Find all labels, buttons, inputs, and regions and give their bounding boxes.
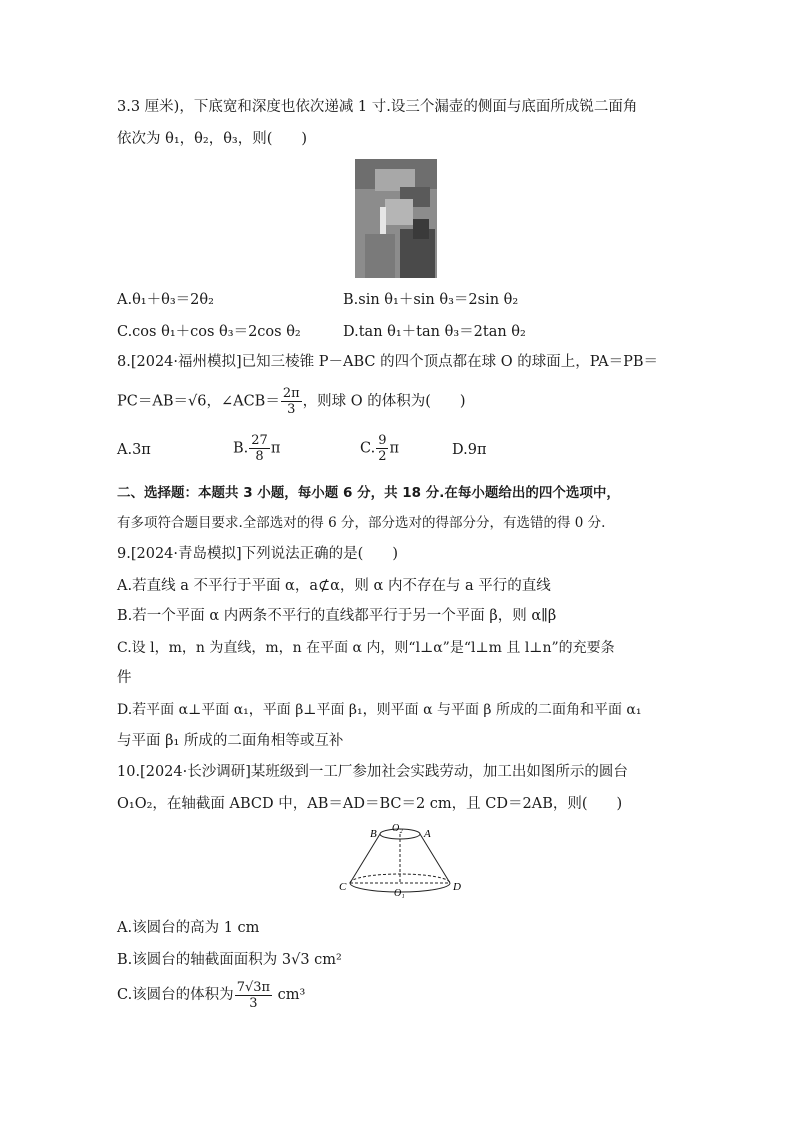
fraction-numerator: 2π: [282, 386, 300, 401]
fraction-numerator: 7√3π: [236, 979, 271, 995]
q10-option-a: A.该圆台的高为 1 cm: [117, 920, 260, 936]
q9-option-a: A.若直线 a 不平行于平面 α，a⊄α，则 α 内不存在与 a 平行的直线: [117, 578, 551, 594]
q8-stem-line1: [117, 352, 658, 372]
option-c-fraction: [376, 433, 388, 464]
q9-option-b: B.若一个平面 α 内两条不平行的直线都平行于另一个平面 β，则 α∥β: [117, 608, 557, 624]
q8-stem-text: 已知三棱锥 P－ABC 的四个顶点都在球 O 的球面上，PA＝PB＝: [241, 354, 659, 370]
q9-option-c-line1: C.设 l，m，n 为直线，m，n 在平面 α 内，则“l⊥α”是“l⊥m 且 l⊥n”的充要条: [117, 640, 615, 656]
fraction-denominator: 8: [255, 449, 264, 464]
fraction-numerator: 27: [251, 433, 268, 448]
q7-stem-line1: 3.3 厘米)，下底宽和深度也依次递减 1 寸.设三个漏壶的侧面与底面所成锐二面角: [117, 99, 638, 115]
option-c-text: C.该圆台的体积为: [117, 987, 234, 1003]
section2-instructions-line2: 有多项符合题目要求.全部选对的得 6 分，部分选对的得部分分，有选错的得 0 分.: [117, 515, 606, 531]
q7-option-b: B.sin θ₁＋sin θ₃＝2sin θ₂: [343, 292, 519, 308]
option-b-label: B.: [233, 440, 249, 457]
fraction-denominator: 3: [287, 402, 296, 417]
q8-option-b: [233, 433, 280, 464]
center-label-o1: O₁: [394, 888, 405, 899]
vertex-label-b: B: [370, 828, 377, 840]
section2-instructions-line1: 二、选择题：本题共 3 小题，每小题 6 分，共 18 分.在每小题给出的四个选项中，: [117, 485, 620, 501]
q8-condition: PC＝AB＝√6，∠ACB＝: [117, 393, 280, 410]
vertex-label-a: A: [424, 828, 431, 840]
option-c-unit: cm³: [273, 987, 306, 1003]
q8-option-d: D.9π: [452, 442, 487, 458]
frustum-figure: [330, 820, 470, 900]
q9-option-d-line1: D.若平面 α⊥平面 α₁，平面 β⊥平面 β₁，则平面 α 与平面 β 所成的二面角和平面 α₁: [117, 702, 642, 718]
q10-stem-line2: O₁O₂，在轴截面 ABCD 中，AB＝AD＝BC＝2 cm，且 CD＝2AB，则( ): [117, 796, 623, 812]
option-b-fraction: [249, 433, 270, 464]
q9-stem: 9.[2024·青岛模拟]下列说法正确的是( ): [117, 546, 398, 562]
option-c-pi: π: [389, 440, 399, 457]
vertex-label-c: C: [339, 881, 347, 893]
option-b-pi: π: [270, 440, 281, 457]
center-label-o2: O₂: [392, 823, 403, 834]
angle-fraction: [281, 386, 302, 417]
volume-fraction: [235, 980, 272, 1011]
fraction-denominator: 3: [249, 995, 258, 1011]
q8-option-c: [360, 433, 399, 464]
q10-stem-line1: 10.[2024·长沙调研]某班级到一工厂参加社会实践劳动，加工出如图所示的圆台: [117, 764, 628, 780]
vertex-label-d: D: [453, 881, 461, 893]
q7-option-c: C.cos θ₁＋cos θ₃＝2cos θ₂: [117, 324, 301, 340]
q8-option-a: A.3π: [117, 442, 151, 458]
q10-option-c: [117, 978, 305, 1012]
fraction-numerator: 9: [378, 433, 387, 448]
q10-option-b: B.该圆台的轴截面面积为 3√3 cm²: [117, 952, 342, 968]
q7-stem-line2: 依次为 θ₁，θ₂，θ₃，则( ): [117, 131, 308, 147]
q8-stem-line2: [117, 386, 466, 417]
q7-option-d: D.tan θ₁＋tan θ₃＝2tan θ₂: [343, 324, 526, 340]
q9-option-d-line2: 与平面 β₁ 所成的二面角相等或互补: [117, 733, 344, 749]
option-c-label: C.: [360, 440, 376, 457]
q8-question: ，则球 O 的体积为( ): [302, 393, 466, 410]
q9-option-c-line2: 件: [117, 670, 132, 686]
water-clock-photo: [355, 159, 437, 278]
fraction-denominator: 2: [378, 449, 387, 464]
q7-option-a: A.θ₁＋θ₃＝2θ₂: [117, 292, 214, 308]
q8-source: 8.[2024·福州模拟]: [117, 354, 242, 370]
